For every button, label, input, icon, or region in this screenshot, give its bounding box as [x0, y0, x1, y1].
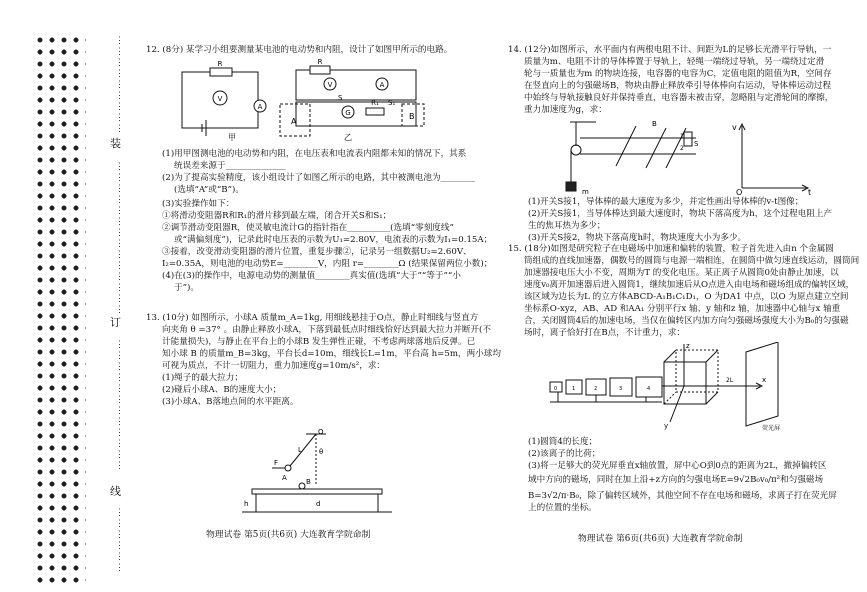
question-15-accelerator-figure: [546, 342, 796, 432]
binding-label-xian: 线: [110, 485, 121, 498]
question-14-parts: (1)开关S接1，导体棒的最大速度为多少，并定性画出导体棒的v-t图像； (2)开关S接1，当导体棒达到最大速度时，物块下落高度为h，这个过程电阻上产 生的焦耳热为多少； (3)开关S接2，物块下落高度h时，物块速度大小为多少。: [528, 197, 833, 243]
question-13-text: 13. (10分) 如图所示，小球A 质量m_A=1kg, 用细线悬挂于O点，静止时细线与竖直方 向夹角 θ =37° 。由静止释放小球A，下落到最低点时细线恰好达到最大拉力并断开(不 计能量损失)，与静止在平台上的小球B 发生弹性正碰，不考虑两球落地后反弹。已 知小球 B 的质量m_B=3kg，平台长d=10m，细线长L=1m，平台高 h=5m，两小球均 可视为质点，不计一切阻力，重力加速度g=10m/s²，求： (1)绳子的最大拉力； (2)碰后小球A、B的速度大小； (3)小球A、B落地点间的水平距离。: [146, 313, 501, 407]
binding-strip-pattern: [34, 34, 86, 584]
label-axis-v: v: [732, 123, 737, 132]
question-12-circuit-figure: [170, 58, 430, 142]
label-axis-x: x: [762, 376, 767, 384]
label-force-f: F: [274, 459, 279, 467]
binding-label-ding: 订: [110, 316, 121, 329]
label-tube-3: 3: [619, 386, 623, 392]
label-length-d: d: [316, 500, 321, 508]
label-resistor-jia: R: [217, 60, 223, 68]
question-15-parts: (1)圆筒4的长度； (2)该离子的比荷； (3)将一足够大的荧光屏垂直x轴放置，屏中心O到0点的距离为2L，撤掉偏转区 域中方向的磁场，同时在加上沿+z方向的匀强电场E=9√2B₀v₀/π²和匀强磁场 B=3√2/π·B₀，除了偏转区域外，其他空间不存在电场和磁场，求离子打在荧光屏 上的位置的坐标。: [528, 437, 837, 513]
label-ball-b: B: [306, 478, 311, 486]
label-voltmeter-jia: V: [217, 95, 223, 103]
label-switch-s1: S₁: [388, 99, 396, 107]
label-switch-s: S: [694, 140, 699, 148]
question-12-intro: 12. (8分) 某学习小组要测量某电池的电动势和内阻，设计了如图甲所示的电路。: [146, 45, 453, 55]
label-distance-2l: 2L: [726, 377, 734, 384]
question-13-pendulum-figure: [232, 428, 402, 514]
label-box-b: B: [409, 112, 415, 121]
label-ammeter-jia: A: [257, 103, 263, 111]
label-figure-yi: 乙: [344, 133, 352, 142]
question-15-text: 15. (18分)如图是研究粒子在电磁场中加速和偏转的装置，粒子首先进入由n 个金属圆 筒组成的直线加速器，偶数号的圆筒与电源一端相连，在圆筒中做匀速直线运动，圆筒间 加速器接电压大小不变，周期为T 的变化电压。某正离子从圆筒0处由静止加速，以 速度v₀离开加速器后进入圆筒1，继续加速后从O点进入由电场和磁场组成的偏转区域， 该区域为边长为L 的立方体ABCD-A₁B₁C₁D₁，O 为DA1 中点，以O 为原点建立空间 坐标系O-xyz，AB、AD 和AA₁ 分别平行x 轴、y 轴和z 轴，加速器中心轴与x 轴重 合，关闭圆筒4后的加速电场，当仅在偏转区内加方向匀强磁场强度大小为B₀的匀强磁 场时，离子恰好打在B点，不计重力，求：: [508, 244, 860, 338]
label-galvanometer: G: [345, 109, 351, 117]
label-block-m: m: [582, 188, 589, 196]
binding-dotted-line-mid: ⋮ ⋮ ⋮ ⋮ ⋮ ⋮ ⋮ ⋮ ⋮ ⋮ ⋮ ⋮ ⋮ ⋮: [115, 162, 124, 315]
label-switch-2: 2: [680, 145, 684, 152]
label-axis-t: t: [808, 188, 812, 196]
label-string-l: L: [298, 446, 302, 454]
binding-dotted-line-bottom: ⋮ ⋮ ⋮ ⋮ ⋮ ⋮: [115, 508, 124, 573]
label-switch-1: 1: [680, 133, 684, 140]
label-resistor-r1: R₁: [371, 99, 379, 107]
label-tube-4: 4: [647, 386, 651, 392]
footer-page-5: 物理试卷 第5页(共6页) 大连教育学院命制: [206, 530, 371, 540]
label-tube-1: 1: [572, 386, 576, 392]
label-ball-a: A: [282, 474, 287, 482]
label-tube-0: 0: [554, 386, 558, 392]
label-axis-y: y: [664, 422, 669, 430]
label-figure-jia: 甲: [228, 133, 236, 142]
label-ammeter-yi: A: [379, 81, 385, 89]
label-screen: 荧光屏: [762, 425, 781, 432]
binding-dotted-line-top: ⋮ ⋮ ⋮ ⋮ ⋮ ⋮ ⋮ ⋮ ⋮: [115, 36, 124, 134]
label-box-a: A: [291, 117, 297, 126]
label-tube-2: 2: [594, 386, 598, 392]
label-axis-z: z: [686, 342, 690, 350]
label-angle-theta: θ: [319, 448, 324, 456]
footer-page-6: 物理试卷 第6页(共6页) 大连教育学院命制: [578, 534, 743, 544]
binding-dotted-line-low: ⋮ ⋮ ⋮ ⋮ ⋮ ⋮ ⋮ ⋮ ⋮ ⋮ ⋮ ⋮: [115, 340, 124, 471]
question-14-text: 14. (12分)如图所示，水平面内有两根电阻不计、间距为L的足够长光滑平行导轨，一 质量为m、电阻不计的导体棒置于导轨上，轻绳一端绕过导轨，另一端绕过定滑 轮与一质量也为m 的物块连接，电容器的电容为C，定值电阻的阻值为R，空间存 在竖直向上的匀强磁场B，物块由静止释放牵引导体棒向右运动，导体棒运动过程 中始终与导轨接触良好并保持垂直，电容器未被击穿，忽略阻与定滑轮间的摩擦， 重力加速度为g，求：: [508, 45, 834, 115]
question-12-parts: (1)用甲图测电池的电动势和内阻，在电压表和电流表内阻都未知的情况下，其系 统误差来源于______________ (2)为了提高实验精度，该小组设计了如图乙所示的电路，其中被测电池为________ (选填“A”或“B”)。 (3)实验操作如下： ①将滑动变阻器R和R₁的滑片移到最左端，闭合开关S和S₁； ②调节滑动变阻器R，使灵敏电流计G的指针指在__________(选填“零刻度线” 或“满偏刻度”)，记录此时电压表的示数为U₁=2.80V，电流表的示数为I₁=0.15A； ③接着，改变滑动变阻器的滑片位置，重复步骤②，记录另一组数据U₂=2.60V、 I₂=0.35A，则电池的电动势E=________V，内阻 r=________Ω (结果保留两位小数)； (4)在(3)的操作中，电源电动势的测量值________真实值(选填“大于”“等于”“小 于”)。: [162, 149, 493, 293]
label-resistor-yi: R: [317, 58, 323, 66]
binding-label-zhuang: 装: [110, 137, 121, 150]
label-origin-o: O: [736, 188, 743, 196]
label-voltmeter-yi: V: [327, 81, 333, 89]
label-pivot-o: O: [318, 428, 324, 436]
label-switch-s: S: [338, 94, 343, 102]
question-14-rail-figure: [556, 118, 816, 196]
label-field-b: B: [652, 120, 657, 128]
label-height-h: h: [244, 500, 249, 508]
